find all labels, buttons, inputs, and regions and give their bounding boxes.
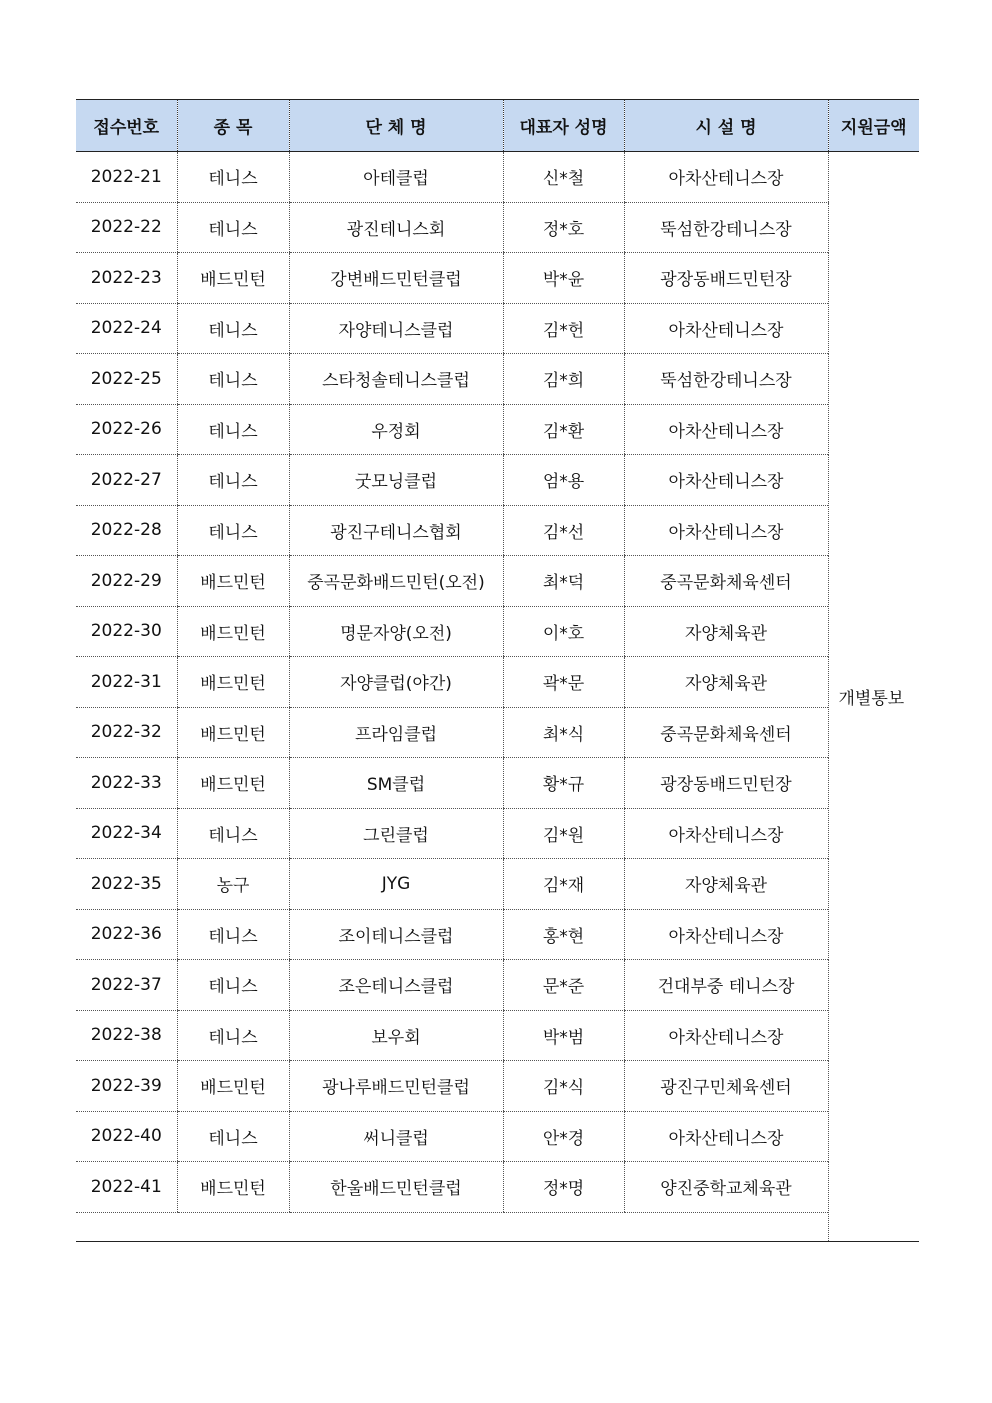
facility-cell: 건대부중 테니스장	[624, 960, 828, 1011]
representative-cell: 김*희	[503, 354, 624, 405]
representative-cell: 엄*용	[503, 455, 624, 506]
facility-cell: 아차산테니스장	[624, 152, 828, 203]
sport-cell: 테니스	[177, 354, 289, 405]
table-row	[76, 758, 919, 809]
representative-cell: 박*윤	[503, 253, 624, 304]
representative-cell: 곽*문	[503, 657, 624, 708]
header-representative: 대표자 성명	[503, 100, 624, 152]
club-name-cell: 그린클럽	[289, 808, 503, 859]
representative-cell: 안*경	[503, 1111, 624, 1162]
facility-cell: 자양체육관	[624, 606, 828, 657]
table-row	[76, 808, 919, 859]
club-name-cell: 광진구테니스협회	[289, 505, 503, 556]
blank-cell	[177, 1212, 289, 1241]
club-name-cell: 조이테니스클럽	[289, 909, 503, 960]
table-row	[76, 354, 919, 405]
facility-cell: 광장동배드민턴장	[624, 758, 828, 809]
facility-cell: 아차산테니스장	[624, 303, 828, 354]
facility-cell: 아차산테니스장	[624, 1010, 828, 1061]
sport-cell: 배드민턴	[177, 253, 289, 304]
table-row	[76, 202, 919, 253]
table-row	[76, 1010, 919, 1061]
representative-cell: 정*호	[503, 202, 624, 253]
header-facility: 시 설 명	[624, 100, 828, 152]
table-row	[76, 960, 919, 1011]
blank-row	[76, 1212, 919, 1241]
header-row	[76, 100, 919, 152]
receipt-no-cell: 2022-39	[76, 1061, 177, 1112]
receipt-no-cell: 2022-28	[76, 505, 177, 556]
sport-cell: 테니스	[177, 505, 289, 556]
club-name-cell: 우정회	[289, 404, 503, 455]
receipt-no-cell: 2022-40	[76, 1111, 177, 1162]
facility-cell: 뚝섬한강테니스장	[624, 354, 828, 405]
header-club-name: 단 체 명	[289, 100, 503, 152]
table-row	[76, 909, 919, 960]
sport-cell: 테니스	[177, 1010, 289, 1061]
club-name-cell: 중곡문화배드민턴(오전)	[289, 556, 503, 607]
receipt-no-cell: 2022-32	[76, 707, 177, 758]
sport-cell: 배드민턴	[177, 1061, 289, 1112]
sport-cell: 테니스	[177, 808, 289, 859]
table-header	[76, 100, 919, 152]
representative-cell: 문*준	[503, 960, 624, 1011]
facility-cell: 뚝섬한강테니스장	[624, 202, 828, 253]
facility-cell: 자양체육관	[624, 859, 828, 910]
club-name-cell: JYG	[289, 859, 503, 910]
receipt-no-cell: 2022-41	[76, 1162, 177, 1213]
club-name-cell: 자양클럽(야간)	[289, 657, 503, 708]
representative-cell: 김*선	[503, 505, 624, 556]
header-support-amount: 지원금액	[828, 100, 919, 152]
receipt-no-cell: 2022-37	[76, 960, 177, 1011]
sport-cell: 테니스	[177, 152, 289, 203]
receipt-no-cell: 2022-34	[76, 808, 177, 859]
table-row	[76, 152, 919, 203]
receipt-no-cell: 2022-25	[76, 354, 177, 405]
table-row	[76, 253, 919, 304]
table-row	[76, 606, 919, 657]
facility-cell: 광장동배드민턴장	[624, 253, 828, 304]
sport-cell: 테니스	[177, 455, 289, 506]
facility-cell: 중곡문화체육센터	[624, 707, 828, 758]
club-name-cell: 아테클럽	[289, 152, 503, 203]
receipt-no-cell: 2022-35	[76, 859, 177, 910]
facility-cell: 양진중학교체육관	[624, 1162, 828, 1213]
representative-cell: 김*원	[503, 808, 624, 859]
blank-cell	[76, 1212, 177, 1241]
receipt-no-cell: 2022-36	[76, 909, 177, 960]
table-row	[76, 1061, 919, 1112]
club-name-cell: 광나루배드민턴클럽	[289, 1061, 503, 1112]
table-row	[76, 505, 919, 556]
sport-cell: 테니스	[177, 303, 289, 354]
sport-cell: 테니스	[177, 1111, 289, 1162]
facility-cell: 아차산테니스장	[624, 505, 828, 556]
receipt-no-cell: 2022-33	[76, 758, 177, 809]
club-name-cell: 조은테니스클럽	[289, 960, 503, 1011]
table-row	[76, 303, 919, 354]
facility-cell: 아차산테니스장	[624, 404, 828, 455]
sport-cell: 농구	[177, 859, 289, 910]
receipt-no-cell: 2022-31	[76, 657, 177, 708]
club-name-cell: 명문자양(오전)	[289, 606, 503, 657]
receipt-no-cell: 2022-23	[76, 253, 177, 304]
representative-cell: 이*호	[503, 606, 624, 657]
receipt-no-cell: 2022-22	[76, 202, 177, 253]
table-body	[76, 152, 919, 1242]
club-name-cell: 광진테니스회	[289, 202, 503, 253]
club-name-cell: 굿모닝클럽	[289, 455, 503, 506]
header-sport: 종 목	[177, 100, 289, 152]
receipt-no-cell: 2022-30	[76, 606, 177, 657]
representative-cell: 최*식	[503, 707, 624, 758]
receipt-no-cell: 2022-21	[76, 152, 177, 203]
representative-cell: 박*범	[503, 1010, 624, 1061]
table-row	[76, 455, 919, 506]
facility-cell: 중곡문화체육센터	[624, 556, 828, 607]
sport-cell: 배드민턴	[177, 707, 289, 758]
facility-cell: 아차산테니스장	[624, 909, 828, 960]
table-row	[76, 657, 919, 708]
representative-cell: 홍*현	[503, 909, 624, 960]
club-name-cell: 강변배드민턴클럽	[289, 253, 503, 304]
facility-cell: 아차산테니스장	[624, 808, 828, 859]
sport-cell: 배드민턴	[177, 657, 289, 708]
table-row	[76, 859, 919, 910]
receipt-no-cell: 2022-24	[76, 303, 177, 354]
sport-cell: 배드민턴	[177, 758, 289, 809]
club-name-cell: SM클럽	[289, 758, 503, 809]
blank-cell	[503, 1212, 624, 1241]
club-name-cell: 한울배드민턴클럽	[289, 1162, 503, 1213]
support-amount-cell: 개별통보	[828, 152, 919, 1242]
header-receipt-no: 접수번호	[76, 100, 177, 152]
sport-cell: 테니스	[177, 960, 289, 1011]
representative-cell: 황*규	[503, 758, 624, 809]
receipt-no-cell: 2022-27	[76, 455, 177, 506]
club-name-cell: 프라임클럽	[289, 707, 503, 758]
table-row	[76, 404, 919, 455]
club-name-cell: 자양테니스클럽	[289, 303, 503, 354]
registration-table	[76, 99, 919, 1242]
blank-cell	[624, 1212, 828, 1241]
table-row	[76, 556, 919, 607]
facility-cell: 아차산테니스장	[624, 1111, 828, 1162]
representative-cell: 김*헌	[503, 303, 624, 354]
receipt-no-cell: 2022-38	[76, 1010, 177, 1061]
representative-cell: 김*재	[503, 859, 624, 910]
representative-cell: 김*환	[503, 404, 624, 455]
sport-cell: 테니스	[177, 909, 289, 960]
club-name-cell: 써니클럽	[289, 1111, 503, 1162]
receipt-no-cell: 2022-26	[76, 404, 177, 455]
facility-cell: 자양체육관	[624, 657, 828, 708]
sport-cell: 테니스	[177, 404, 289, 455]
sport-cell: 배드민턴	[177, 606, 289, 657]
facility-cell: 광진구민체육센터	[624, 1061, 828, 1112]
receipt-no-cell: 2022-29	[76, 556, 177, 607]
sport-cell: 배드민턴	[177, 1162, 289, 1213]
sport-cell: 테니스	[177, 202, 289, 253]
table-row	[76, 1162, 919, 1213]
table-row	[76, 707, 919, 758]
club-name-cell: 보우회	[289, 1010, 503, 1061]
club-name-cell: 스타청솔테니스클럽	[289, 354, 503, 405]
sport-cell: 배드민턴	[177, 556, 289, 607]
facility-cell: 아차산테니스장	[624, 455, 828, 506]
representative-cell: 최*덕	[503, 556, 624, 607]
blank-cell	[289, 1212, 503, 1241]
representative-cell: 신*철	[503, 152, 624, 203]
representative-cell: 정*명	[503, 1162, 624, 1213]
table-row	[76, 1111, 919, 1162]
representative-cell: 김*식	[503, 1061, 624, 1112]
